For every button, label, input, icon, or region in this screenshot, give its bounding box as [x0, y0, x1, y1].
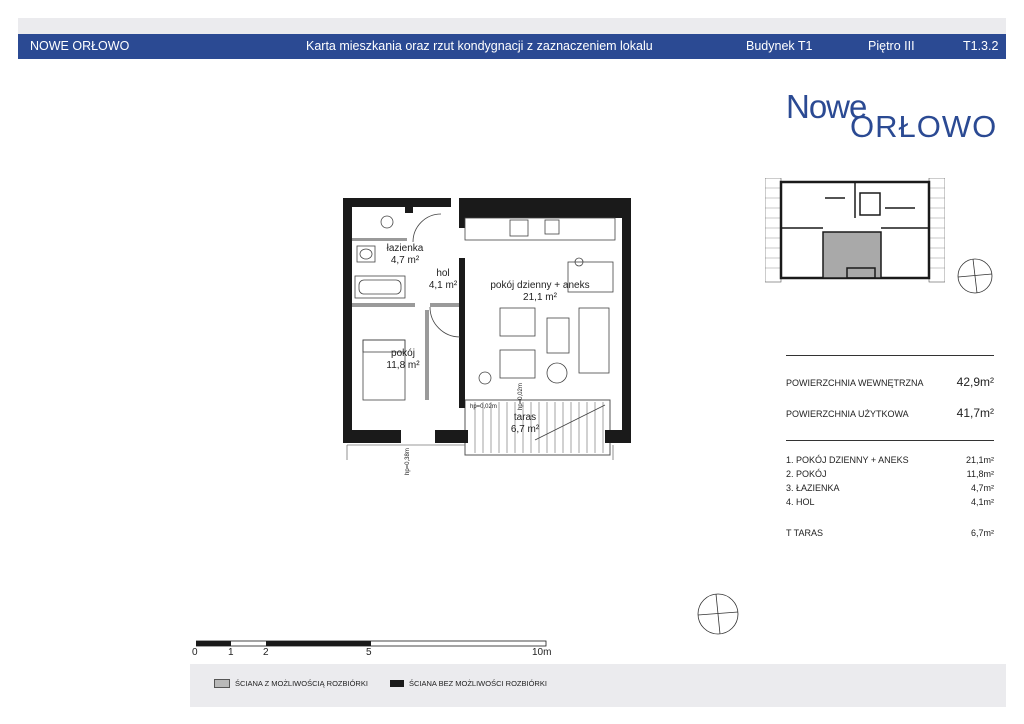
- usable-area-label: POWIERZCHNIA UŻYTKOWA: [786, 409, 909, 419]
- removable-wall-swatch: [214, 679, 230, 688]
- header-unit: T1.3.2: [963, 39, 999, 53]
- header-building: Budynek T1: [746, 39, 813, 53]
- usable-area-value: 41,7m²: [956, 406, 994, 420]
- plan-terrace-area: 6,7 m²: [510, 424, 540, 435]
- plan-terrace-name: taras: [513, 412, 537, 423]
- compass-icon: [956, 257, 994, 295]
- plan-living-area: 21,1 m²: [523, 292, 557, 303]
- header-bar: [18, 34, 1006, 59]
- room-row-value: 4,1m²: [970, 497, 994, 507]
- plan-label-hall: [418, 268, 468, 292]
- room-row-label: 2. POKÓJ: [786, 469, 827, 479]
- plan-label-room: [378, 348, 428, 372]
- plan-hall-area: 4,1 m²: [428, 280, 458, 291]
- scale-label: 1: [228, 647, 234, 658]
- height-label-2: hp=0,02m: [518, 383, 524, 410]
- internal-area-value: 42,9m²: [956, 375, 994, 389]
- legend-nonremovable-label: ŚCIANA BEZ MOŻLIWOŚCI ROZBIÓRKI: [409, 679, 547, 688]
- plan-living-name: pokój dzienny + aneks: [490, 280, 590, 291]
- room-row-value: 11,8m²: [966, 469, 994, 479]
- floor-key-plan: [765, 178, 945, 288]
- divider: [786, 355, 994, 356]
- height-label-3: hp=0,38m: [405, 448, 411, 475]
- room-row-label: 4. HOL: [786, 497, 815, 507]
- plan-label-living: [480, 280, 600, 304]
- apartment-floor-plan: [335, 190, 635, 480]
- scale-label: 10m: [532, 647, 552, 658]
- plan-room-name: pokój: [391, 348, 415, 359]
- divider: [786, 440, 994, 441]
- plan-room-area: 11,8 m²: [386, 360, 420, 371]
- plan-label-terrace: [500, 412, 550, 436]
- header-floor: Piętro III: [868, 39, 915, 53]
- compass-icon: [696, 592, 740, 636]
- plan-bathroom-name: łazienka: [386, 243, 424, 254]
- plan-bathroom-area: 4,7 m²: [390, 255, 420, 266]
- scale-label: 5: [366, 647, 372, 658]
- plan-label-bathroom: [375, 243, 435, 267]
- terrace-value: 6,7m²: [970, 528, 994, 538]
- height-label-1: hp=0,02m: [470, 404, 497, 410]
- nonremovable-wall-swatch: [390, 680, 404, 687]
- legend-removable-label: ŚCIANA Z MOŻLIWOŚCIĄ ROZBIÓRKI: [235, 679, 368, 688]
- internal-area-label: POWIERZCHNIA WEWNĘTRZNA: [786, 378, 924, 388]
- legend-removable-wall: [214, 679, 368, 688]
- header-project: NOWE ORŁOWO: [30, 39, 130, 53]
- legend-nonremovable-wall: [390, 679, 547, 688]
- plan-hall-name: hol: [436, 268, 450, 279]
- scale-label: 2: [263, 647, 269, 658]
- scale-bar: [196, 640, 548, 648]
- logo-line-2: ORŁOWO: [850, 109, 998, 144]
- scale-label: 0: [192, 647, 198, 658]
- logo-line-1: Nowe: [786, 88, 867, 125]
- room-row-label: 1. POKÓJ DZIENNY + ANEKS: [786, 455, 909, 465]
- terrace-label: T TARAS: [786, 528, 824, 538]
- room-row-value: 21,1m²: [965, 455, 994, 465]
- room-row-value: 4,7m²: [970, 483, 994, 493]
- room-row-label: 3. ŁAZIENKA: [786, 483, 840, 493]
- header-title: Karta mieszkania oraz rzut kondygnacji z zaznaczeniem lokalu: [306, 39, 653, 53]
- top-strip: [18, 18, 1006, 34]
